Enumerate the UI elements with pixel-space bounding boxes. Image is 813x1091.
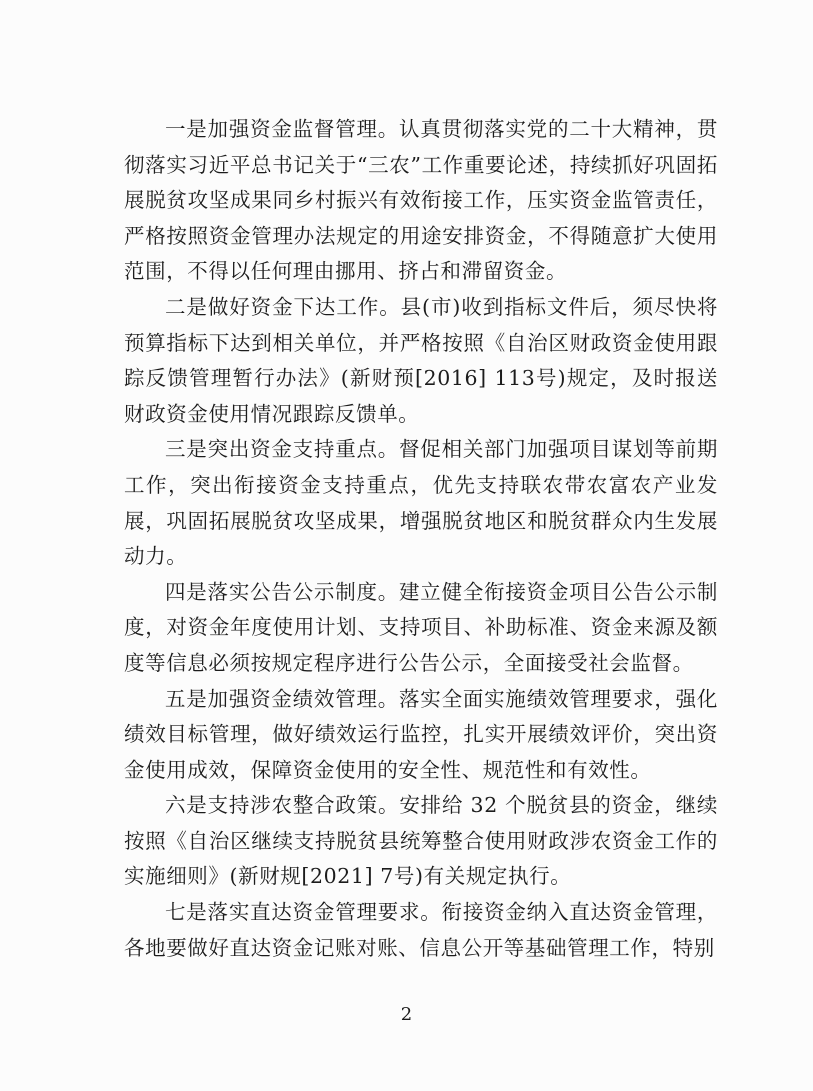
paragraph-direct-fund-management: 七是落实直达资金管理要求。衔接资金纳入直达资金管理，各地要做好直达资金记账对账、信息公开等基础管理工作，特别 — [124, 900, 718, 960]
paragraph-public-announcement: 四是落实公告公示制度。建立健全衔接资金项目公告公示制度，对资金年度使用计划、支持项目、补助标准、资金来源及额度等信息必须按规定程序进行公告公示，全面接受社会监督。 — [124, 579, 718, 675]
document-body — [124, 112, 718, 966]
paragraph-fund-allocation: 二是做好资金下达工作。县(市)收到指标文件后，须尽快将预算指标下达到相关单位，并严格按照《自治区财政资金使用跟踪反馈管理暂行办法》(新财预[2016] 113号)规定，及时报送财政资金使用情况跟踪反馈单。 — [124, 294, 718, 426]
paragraph-performance-management: 五是加强资金绩效管理。落实全面实施绩效管理要求，强化绩效目标管理，做好绩效运行监控，扎实开展绩效评价，突出资金使用成效，保障资金使用的安全性、规范性和有效性。 — [124, 686, 718, 782]
page-number: 2 — [400, 1004, 413, 1025]
paragraph-agricultural-integration: 六是支持涉农整合政策。安排给 32 个脱贫县的资金，继续按照《自治区继续支持脱贫县统筹整合使用财政涉农资金工作的实施细则》(新财规[2021] 7号)有关规定执行。 — [124, 793, 718, 889]
paragraph-support-priorities: 三是突出资金支持重点。督促相关部门加强项目谋划等前期工作，突出衔接资金支持重点，优先支持联农带农富农产业发展，巩固拓展脱贫攻坚成果，增强脱贫地区和脱贫群众内生发展动力。 — [124, 437, 718, 569]
paragraph-fund-supervision: 一是加强资金监督管理。认真贯彻落实党的二十大精神，贯彻落实习近平总书记关于“三农”工作重要论述，持续抓好巩固拓展脱贫攻坚成果同乡村振兴有效衔接工作，压实资金监管责任，严格按照资金管理办法规定的用途安排资金，不得随意扩大使用范围，不得以任何理由挪用、挤占和滞留资金。 — [124, 117, 718, 284]
